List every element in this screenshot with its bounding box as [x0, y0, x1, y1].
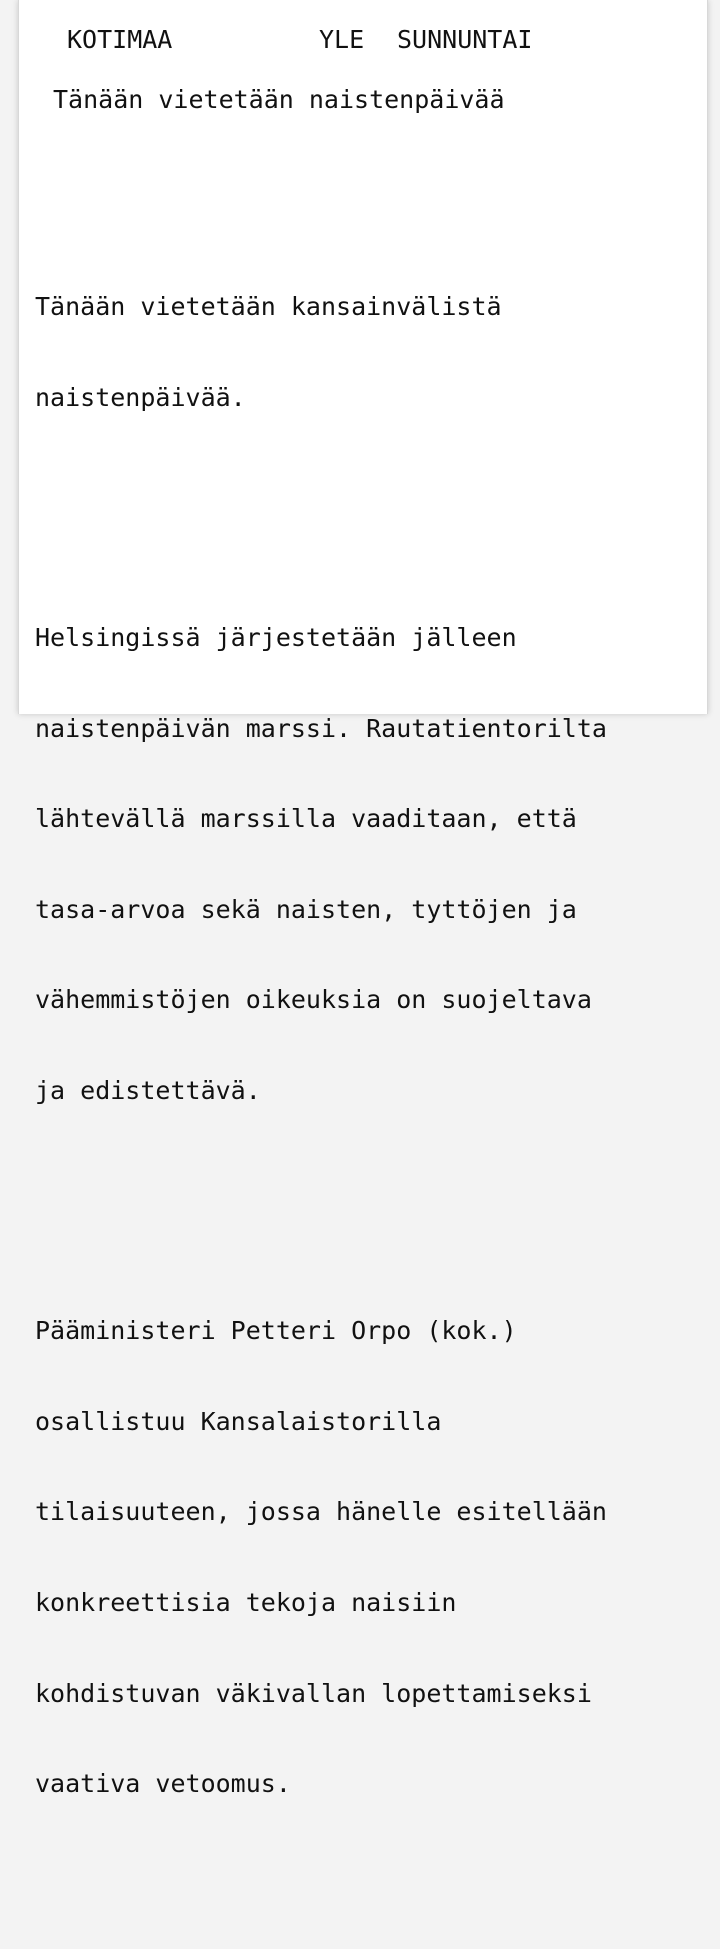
- text-line: ja edistettävä.: [35, 1076, 261, 1106]
- article-headline: Tänään vietetään naistenpäivää: [53, 85, 505, 114]
- text-line: osallistuu Kansalaistorilla: [35, 1406, 442, 1436]
- text-line: vaativa vetoomus.: [35, 1769, 291, 1799]
- text-line: tasa-arvoa sekä naisten, tyttöjen ja: [35, 894, 577, 924]
- text-line: konkreettisia tekoja naisiin: [35, 1587, 457, 1617]
- source-label: YLE: [319, 25, 365, 54]
- text-line: tilaisuuteen, jossa hänelle esitellään: [35, 1497, 607, 1527]
- section-label: KOTIMAA: [67, 25, 173, 54]
- page-header: [67, 24, 533, 56]
- article-body: [35, 174, 705, 1949]
- text-line: naistenpäivää.: [35, 383, 246, 413]
- day-label: SUNNUNTAI: [397, 25, 533, 54]
- paragraph: [35, 1256, 705, 1860]
- text-line: Helsingissä järjestetään jälleen: [35, 623, 517, 653]
- text-line: kohdistuvan väkivallan lopettamiseksi: [35, 1678, 592, 1708]
- text-line: naistenpäivän marssi. Rautatientorilta: [35, 713, 607, 743]
- text-line: vähemmistöjen oikeuksia on suojeltava: [35, 985, 592, 1015]
- text-line: Tänään vietetään kansainvälistä: [35, 292, 502, 322]
- text-line: Pääministeri Petteri Orpo (kok.): [35, 1316, 517, 1346]
- paragraph: [35, 563, 705, 1167]
- paragraph: [35, 232, 705, 474]
- teletext-page: [18, 0, 708, 1799]
- text-line: lähtevällä marssilla vaaditaan, että: [35, 804, 577, 834]
